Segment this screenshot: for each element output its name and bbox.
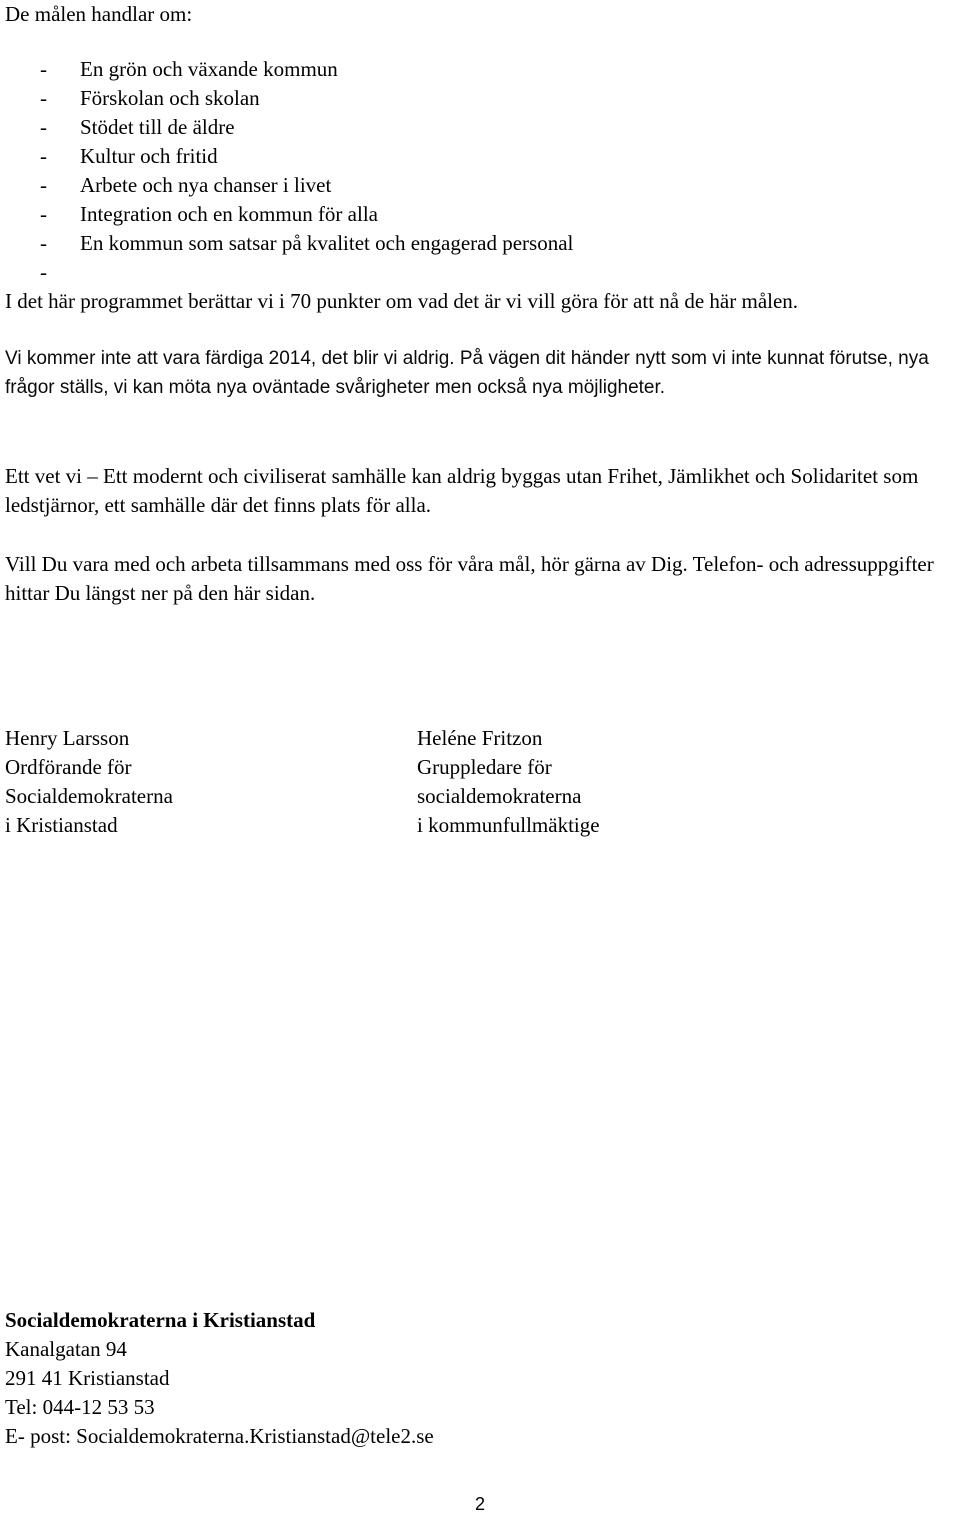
list-item (40, 200, 573, 229)
contact-phone: Tel: 044-12 53 53 (5, 1395, 155, 1419)
bullet-dash: - (40, 202, 47, 226)
bullet-dash: - (40, 144, 47, 168)
signature-place: i kommunfullmäktige (417, 813, 600, 837)
paragraph-vill: Vill Du vara med och arbeta tillsammans med oss för våra mål, hör gärna av Dig. Telefon- och adressuppgifter hittar Du längst ner på den här sidan. (5, 552, 934, 605)
signature-place: i Kristianstad (5, 813, 118, 837)
contact-email[interactable]: E- post: Socialdemokraterna.Kristianstad@tele2.se (5, 1424, 434, 1448)
signature-role: Ordförande för (5, 755, 132, 779)
signature-role: Gruppledare för (417, 755, 552, 779)
list-item (40, 55, 573, 84)
goal-text: Stödet till de äldre (80, 115, 235, 139)
signature-org: Socialdemokraterna (5, 784, 173, 808)
goal-text: Förskolan och skolan (80, 86, 260, 110)
signature-name: Henry Larsson (5, 726, 130, 750)
intro-heading: De målen handlar om: (5, 2, 193, 26)
list-item (40, 142, 573, 171)
bullet-dash: - (40, 173, 47, 197)
bullet-dash: - (40, 57, 47, 81)
bullet-dash: - (40, 231, 47, 255)
page-number: 2 (474, 1494, 485, 1514)
signature-left (5, 724, 173, 840)
goal-text: En grön och växande kommun (80, 57, 338, 81)
goal-text: Arbete och nya chanser i livet (80, 173, 332, 197)
bullet-dash: - (40, 115, 47, 139)
contact-street: Kanalgatan 94 (5, 1337, 127, 1361)
bullet-dash: - (40, 86, 47, 110)
signature-right (417, 724, 600, 840)
contact-city: 291 41 Kristianstad (5, 1366, 170, 1390)
paragraph-finish: Vi kommer inte att vara färdiga 2014, det blir vi aldrig. På vägen dit händer nytt som vi inte kunnat förutse, nya frågor ställs, vi kan möta nya oväntade svårigheter men också nya möjligheter. (5, 348, 929, 398)
contact-org: Socialdemokraterna i Kristianstad (5, 1308, 316, 1332)
paragraph-program: I det här programmet berättar vi i 70 punkter om vad det är vi vill göra för att nå de här målen. (5, 289, 799, 313)
paragraph-ett-vet: Ett vet vi – Ett modernt och civiliserat samhälle kan aldrig byggas utan Frihet, Jämlikhet och Solidaritet som ledstjärnor, ett samhälle där det finns plats för alla. (5, 464, 919, 517)
goal-text: Integration och en kommun för alla (80, 202, 378, 226)
list-item (40, 229, 573, 258)
goals-list (40, 55, 573, 287)
list-item (40, 171, 573, 200)
signature-org: socialdemokraterna (417, 784, 582, 808)
goal-text: Kultur och fritid (80, 144, 218, 168)
signature-name: Heléne Fritzon (417, 726, 543, 750)
list-item (40, 84, 573, 113)
bullet-dash: - (40, 260, 47, 284)
goal-text: En kommun som satsar på kvalitet och engagerad personal (80, 231, 574, 255)
contact-block (5, 1306, 434, 1451)
list-item (40, 113, 573, 142)
list-item (40, 258, 573, 287)
